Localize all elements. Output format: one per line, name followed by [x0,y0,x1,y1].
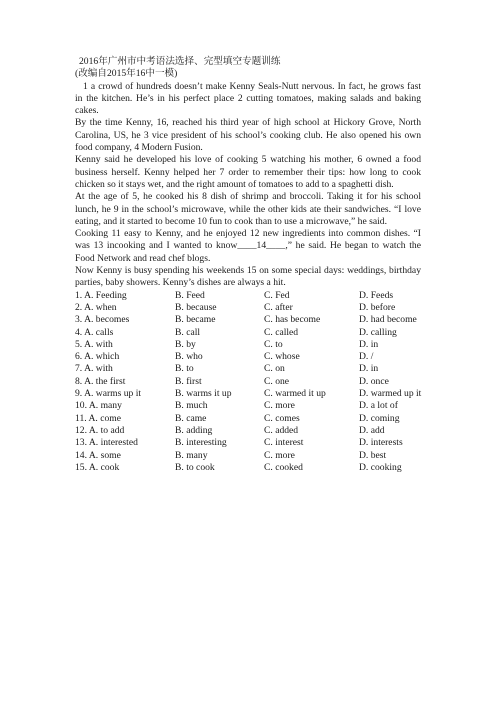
option-c: C. one [264,375,290,387]
option-c: C. after [264,301,293,313]
option-d: D. Feeds [359,289,394,301]
option-d: D. cooking [359,461,402,473]
option-row-11 [75,413,421,425]
option-d: D. calling [359,326,397,338]
option-b: B. by [175,338,196,350]
option-row-7 [75,363,421,375]
passage-paragraph-4: At the age of 5, he cooked his 8 dish of shrimp and broccoli. Taking it for his school lunch, he 9 in the school’s microwave, while the other kids ate their sandwiches. “I love eating, and it started to become 10 fun to cook than to use a microwave,” he said. [75,191,421,227]
option-a: 10. A. many [75,400,122,412]
option-b: B. interesting [175,437,227,449]
option-c: C. Fed [264,289,290,301]
option-row-2 [75,302,421,314]
option-row-6 [75,351,421,363]
option-b: B. warms it up [175,388,232,400]
option-row-3 [75,314,421,326]
option-row-5 [75,339,421,351]
option-c: C. added [264,424,299,436]
option-row-13 [75,437,421,449]
option-c: C. comes [264,412,300,424]
document-page [75,56,421,474]
option-b: B. because [175,301,217,313]
option-c: C. whose [264,351,300,363]
option-d: D. had become [359,314,417,326]
option-b: B. call [175,326,201,338]
passage-paragraph-2: By the time Kenny, 16, reached his third year of high school at Hickory Grove, North Carolina, US, he 3 vice president of his school’s cooking club. He also opened his own food company, 4 Modern Fusion. [75,117,421,154]
option-c: C. more [264,400,295,412]
option-c: C. cooked [264,461,303,473]
option-a: 2. A. when [75,301,117,313]
option-b: B. first [175,375,202,387]
option-c: C. called [264,326,299,338]
option-row-12 [75,425,421,437]
option-b: B. Feed [175,289,205,301]
option-row-8 [75,376,421,388]
option-row-15 [75,462,421,474]
option-a: 12. A. to add [75,424,125,436]
option-d: D. before [359,301,396,313]
option-d: D. coming [359,412,400,424]
option-a: 14. A. some [75,449,121,461]
option-row-4 [75,327,421,339]
passage-paragraph-1: 1 a crowd of hundreds doesn’t make Kenny Seals-Nutt nervous. In fact, he grows fast in the kitchen. He’s in his perfect place 2 cutting tomatoes, making salads and baking cakes. [75,80,421,117]
option-a: 11. A. come [75,412,122,424]
passage-paragraph-5: Cooking 11 easy to Kenny, and he enjoyed 12 new ingredients into common dishes. “I was 13 incooking and I wanted to know____14____,” he said. He began to watch the Food Network and read chef blogs. [75,228,421,264]
option-a: 15. A. cook [75,461,120,473]
option-a: 1. A. Feeding [75,289,127,301]
option-c: C. on [264,363,285,375]
option-d: D. warmed up it [359,388,422,400]
document-subtitle: (改编自2015年16中一模) [75,68,178,80]
option-row-1 [75,290,421,302]
option-b: B. came [175,412,207,424]
option-c: C. to [264,338,283,350]
passage-paragraph-6: Now Kenny is busy spending his weekends 15 on some special days: weddings, birthday parties, baby showers. Kenny’s dishes are always a hit. [75,265,421,289]
option-b: B. became [175,314,216,326]
option-d: D. a lot of [359,400,398,412]
option-b: B. many [175,449,208,461]
option-d: D. in [359,363,379,375]
passage-paragraph-3: Kenny said he developed his love of cooking 5 watching his mother, 6 owned a food business herself. Kenny helped her 7 order to remember their tips: how long to cook chicken so it stays wet, and the right amount of tomatoes to add to a spaghetti dish. [75,154,421,190]
option-a: 13. A. interested [75,437,138,449]
option-c: C. more [264,449,295,461]
option-b: B. adding [175,424,213,436]
option-row-9 [75,388,421,400]
option-a: 9. A. warms up it [75,388,142,400]
option-d: D. add [359,424,385,436]
option-c: C. has become [264,314,321,326]
option-b: B. to cook [175,461,215,473]
option-a: 3. A. becomes [75,314,130,326]
option-b: B. who [175,351,203,363]
option-row-10 [75,400,421,412]
option-d: D. best [359,449,387,461]
option-c: C. interest [264,437,304,449]
document-title: 2016年广州市中考语法选择、完型填空专题训练 [79,56,281,67]
option-d: D. interests [359,437,403,449]
option-d: D. in [359,338,379,350]
option-a: 7. A. with [75,363,113,375]
option-a: 6. A. which [75,351,120,363]
option-d: D. / [359,351,374,363]
option-d: D. once [359,375,389,387]
option-a: 8. A. the first [75,375,126,387]
option-a: 5. A. with [75,338,113,350]
option-b: B. to [175,363,194,375]
option-c: C. warmed it up [264,388,326,400]
option-row-14 [75,450,421,462]
answer-options [75,290,421,474]
option-a: 4. A. calls [75,326,114,338]
option-b: B. much [175,400,208,412]
